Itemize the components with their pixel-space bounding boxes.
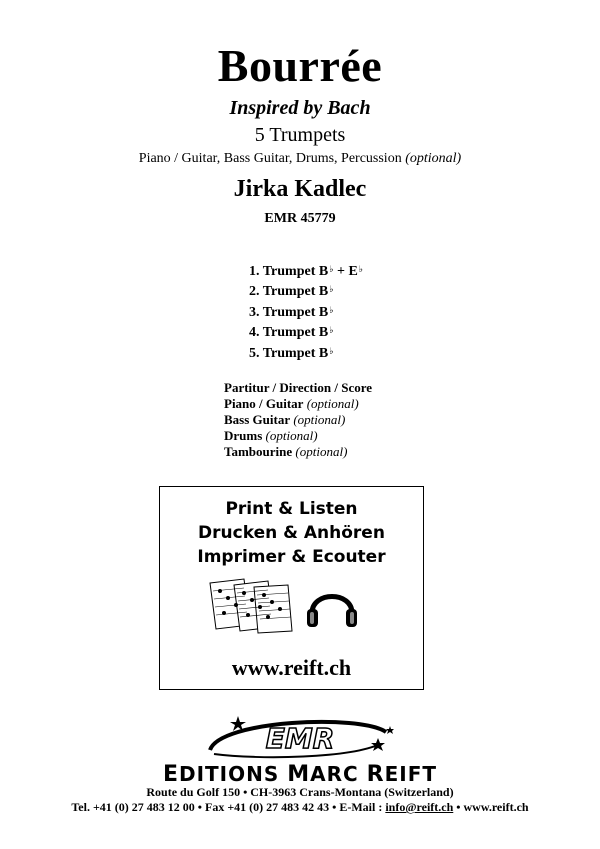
flat-sign: ♭ [329, 304, 334, 315]
flat-sign: ♭ [329, 345, 334, 356]
part-label: 1. Trumpet B [249, 264, 329, 279]
publisher-name [0, 762, 600, 787]
publisher-address: Route du Golf 150 • CH-3963 Crans-Montana (Switzerland) [146, 785, 454, 799]
promo-line-fr: Imprimer & Ecouter [197, 547, 386, 567]
publisher-name-part: ARC [310, 762, 367, 786]
promo-line-de: Drucken & Anhören [198, 523, 385, 543]
score-note: (optional) [293, 412, 346, 427]
publisher-name-part: DITIONS [178, 762, 288, 786]
contact-email-link[interactable]: info@reift.ch [385, 800, 454, 814]
piece-title: Bourrée [217, 40, 383, 91]
flat-sign: ♭ [358, 264, 364, 274]
score-item [224, 380, 372, 396]
part-item [249, 344, 363, 364]
accompaniment-text: Piano / Guitar, Bass Guitar, Drums, Percussion [138, 151, 402, 166]
instrumentation: 5 Trumpets [254, 124, 346, 146]
promo-url[interactable]: www.reift.ch [231, 655, 352, 680]
score-label: Drums [224, 428, 263, 443]
promo-line-en: Print & Listen [225, 499, 358, 519]
score-label: Tambourine [224, 444, 293, 459]
score-item [224, 444, 372, 460]
headphones-icon [304, 581, 360, 631]
parts-list [249, 262, 363, 364]
print-listen-box [159, 486, 424, 690]
part-label: 5. Trumpet B [249, 345, 329, 361]
score-label: Bass Guitar [224, 412, 291, 427]
score-item [224, 428, 372, 444]
publisher-contact [0, 800, 600, 815]
score-label: Piano / Guitar [224, 396, 304, 411]
score-note: (optional) [265, 428, 318, 443]
part-item [249, 303, 363, 323]
piece-subtitle: Inspired by Bach [229, 97, 371, 119]
publisher-name-part: M [287, 762, 311, 787]
scores-list [224, 380, 372, 460]
publisher-name-part: R [366, 762, 385, 787]
contact-website: • www.reift.ch [453, 800, 529, 814]
catalog-number: EMR 45779 [264, 211, 336, 226]
part-label: 2. Trumpet B [249, 284, 329, 300]
flat-sign: ♭ [329, 264, 334, 274]
part-item [249, 282, 363, 302]
part-item [249, 323, 363, 343]
publisher-name-part: EIFT [384, 762, 438, 786]
accompaniment [0, 150, 600, 168]
score-label: Partitur / Direction / Score [224, 380, 373, 395]
composer-name: Jirka Kadlec [233, 176, 367, 202]
flat-sign: ♭ [329, 284, 334, 295]
emr-logo [200, 712, 400, 762]
emr-logo-text: EMR [265, 722, 335, 755]
publisher-name-part: E [162, 762, 179, 787]
part-label: 3. Trumpet B [249, 304, 329, 320]
score-note: (optional) [306, 396, 359, 411]
contact-phone-fax: Tel. +41 (0) 27 483 12 00 • Fax +41 (0) 27 483 42 43 • E-Mail : [71, 800, 386, 814]
part-extra: + E [333, 264, 358, 279]
score-item [224, 412, 372, 428]
sheet-music-icon [204, 577, 294, 635]
part-item [249, 262, 363, 282]
flat-sign: ♭ [329, 325, 334, 336]
score-note: (optional) [295, 444, 348, 459]
part-label: 4. Trumpet B [249, 325, 329, 341]
score-item [224, 396, 372, 412]
accompaniment-optional-note: (optional) [405, 151, 462, 166]
